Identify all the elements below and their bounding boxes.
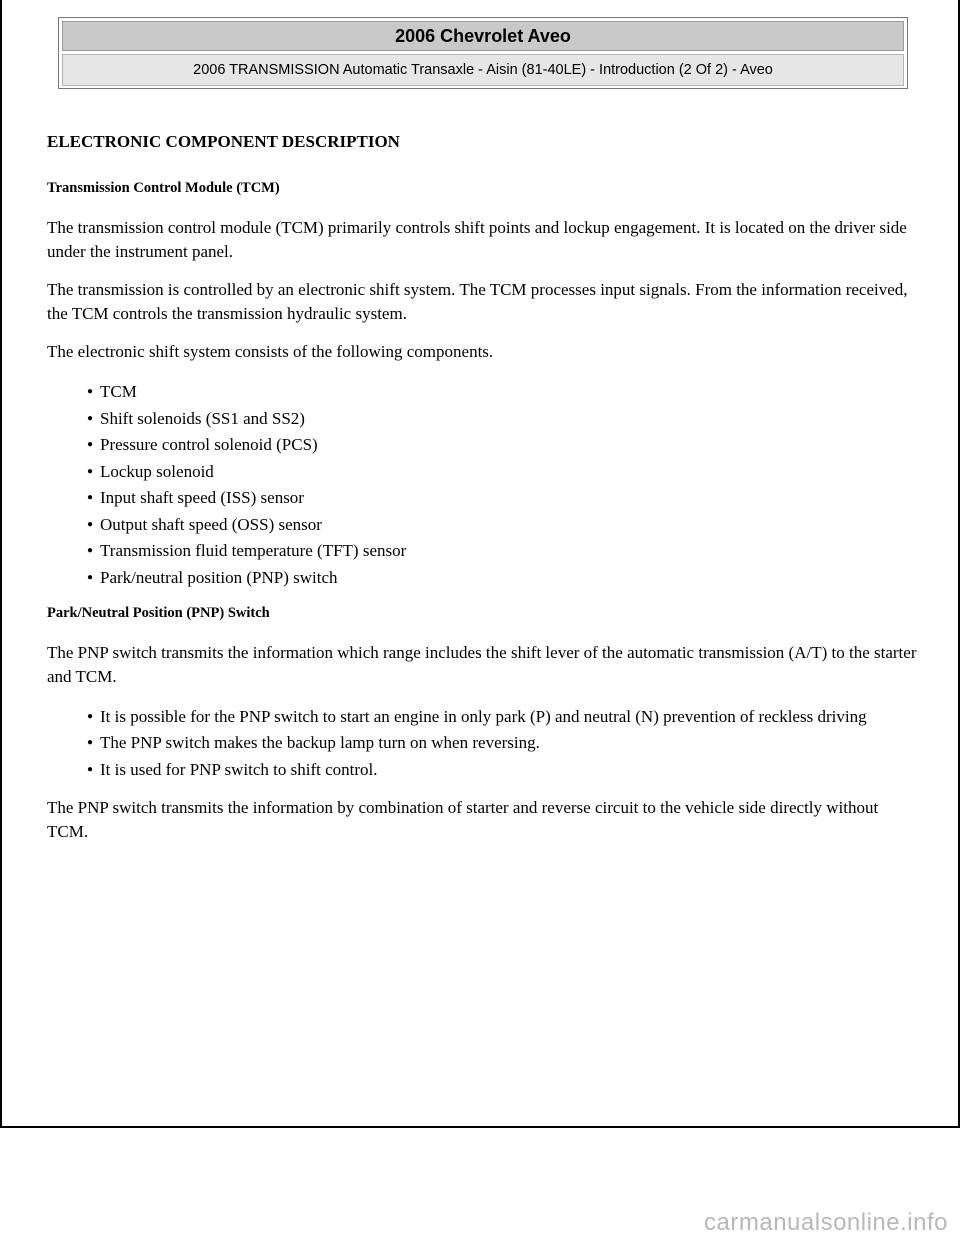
list-item xyxy=(87,380,917,404)
list-item xyxy=(87,539,917,563)
bullet-icon: ● xyxy=(87,439,94,450)
bullet-icon: ● xyxy=(87,465,94,477)
list-item xyxy=(87,758,917,782)
bullet-icon: ● xyxy=(87,571,94,583)
list-item xyxy=(87,513,917,537)
bullet-icon: ● xyxy=(87,763,94,775)
pnp-paragraph-1: The PNP switch transmits the information which range includes the shift lever of the automatic transmission (A/T) to the starter and TCM. xyxy=(47,642,917,686)
bullet-icon: ● xyxy=(87,710,94,722)
list-item xyxy=(87,433,917,457)
tcm-heading: Transmission Control Module (TCM) xyxy=(47,180,280,196)
tcm-paragraph-3: The electronic shift system consists of the following components. xyxy=(47,342,494,361)
list-item-text: Shift solenoids (SS1 and SS2) xyxy=(100,408,305,428)
pnp-paragraph-2: The PNP switch transmits the information by combination of starter and reverse circuit to the vehicle side directly without TCM. xyxy=(47,797,879,841)
list-item-text: Output shaft speed (OSS) sensor xyxy=(100,514,322,534)
document-header xyxy=(58,17,908,89)
list-item-text: Pressure control solenoid (PCS) xyxy=(100,435,318,454)
list-item xyxy=(87,407,917,431)
bullet-icon: ● xyxy=(87,492,94,503)
list-item-text: Transmission fluid temperature (TFT) sensor xyxy=(100,541,407,560)
tcm-paragraph-1: The transmission control module (TCM) primarily controls shift points and lockup engagement. It is located on the driver side under the instrument panel. xyxy=(47,218,907,261)
watermark: carmanualsonline.info xyxy=(704,1209,948,1236)
list-item xyxy=(87,486,917,510)
document-content xyxy=(47,132,917,858)
header-subtitle: 2006 TRANSMISSION Automatic Transaxle - Aisin (81-40LE) - Introduction (2 Of 2) - Aveo xyxy=(62,54,904,86)
list-item-text: The PNP switch makes the backup lamp turn on when reversing. xyxy=(100,733,540,752)
list-item-text: It is used for PNP switch to shift control. xyxy=(100,759,378,779)
list-item xyxy=(87,566,917,590)
list-item xyxy=(87,460,917,484)
list-item-text: Input shaft speed (ISS) sensor xyxy=(100,488,304,507)
bullet-icon: ● xyxy=(87,518,94,530)
list-item-text: Lockup solenoid xyxy=(100,461,214,481)
pnp-list xyxy=(47,705,917,782)
tcm-paragraph-2: The transmission is controlled by an electronic shift system. The TCM processes input signals. From the information received, the TCM controls the transmission hydraulic system. xyxy=(47,280,908,323)
pnp-heading: Park/Neutral Position (PNP) Switch xyxy=(47,604,270,621)
section-title: ELECTRONIC COMPONENT DESCRIPTION xyxy=(47,132,400,151)
list-item-text: It is possible for the PNP switch to start an engine in only park (P) and neutral (N) prevention of reckless driving xyxy=(100,706,867,726)
list-item-text: TCM xyxy=(100,382,137,401)
list-item xyxy=(87,705,917,729)
list-item xyxy=(87,731,917,755)
bullet-icon: ● xyxy=(87,386,94,397)
components-list xyxy=(47,380,917,590)
list-item-text: Park/neutral position (PNP) switch xyxy=(100,567,338,587)
header-title: 2006 Chevrolet Aveo xyxy=(62,21,904,51)
bullet-icon: ● xyxy=(87,545,94,556)
bullet-icon: ● xyxy=(87,737,94,748)
bullet-icon: ● xyxy=(87,412,94,424)
